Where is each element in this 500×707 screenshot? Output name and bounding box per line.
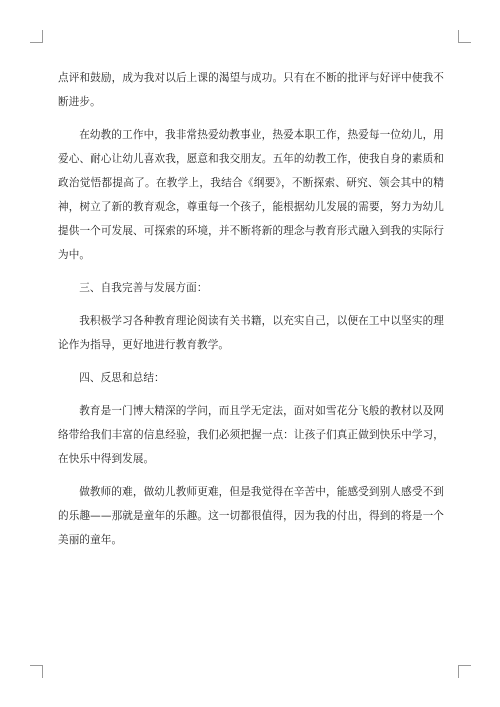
paragraph-work-attitude: 在幼教的工作中，我非常热爱幼教事业，热爱本职工作，热爱每一位幼儿，用爱心、耐心让幼儿喜欢我，愿意和我交朋友。五年的幼教工作，使我自身的素质和政治觉悟都提高了。在教学上，我结合《纲要》，不断探索、研究、领会其中的精神，树立了新的教育观念，尊重每一个孩子，能根据幼儿发展的需要，努力为幼儿提供一个可发展、可探索的环境，并不断将新的理念与教育形式融入到我的实际行为中。	[58, 129, 444, 261]
section-heading-self-improvement: 三、自我完善与发展方面：	[79, 282, 208, 294]
crop-mark-top-right	[458, 30, 471, 43]
paragraph-self-improvement: 我积极学习各种教育理论阅读有关书籍，以充实自己，以便在工中以坚实的理论作为指导，更好地进行教育教学。	[58, 315, 444, 351]
document-body	[58, 66, 444, 561]
section-heading-reflection: 四、反思和总结：	[79, 372, 165, 384]
crop-mark-bottom-left	[30, 665, 43, 678]
paragraph-reflection-education: 教育是一门博大精深的学问，而且学无定法，面对如雪花分飞般的教材以及网络带给我们丰富的信息经验，我们必须把握一点：让孩子们真正做到快乐中学习，在快乐中得到发展。	[58, 405, 444, 465]
paragraph-continuation: 点评和鼓励，成为我对以后上课的渴望与成功。只有在不断的批评与好评中使我不断进步。	[58, 72, 444, 108]
crop-mark-top-left	[30, 30, 43, 43]
crop-mark-bottom-right	[458, 665, 471, 678]
paragraph-reflection-teacher: 做教师的难，做幼儿教师更难，但是我觉得在辛苦中，能感受到别人感受不到的乐趣——那就是童年的乐趣。这一切都很值得，因为我的付出，得到的将是一个美丽的童年。	[58, 486, 444, 546]
